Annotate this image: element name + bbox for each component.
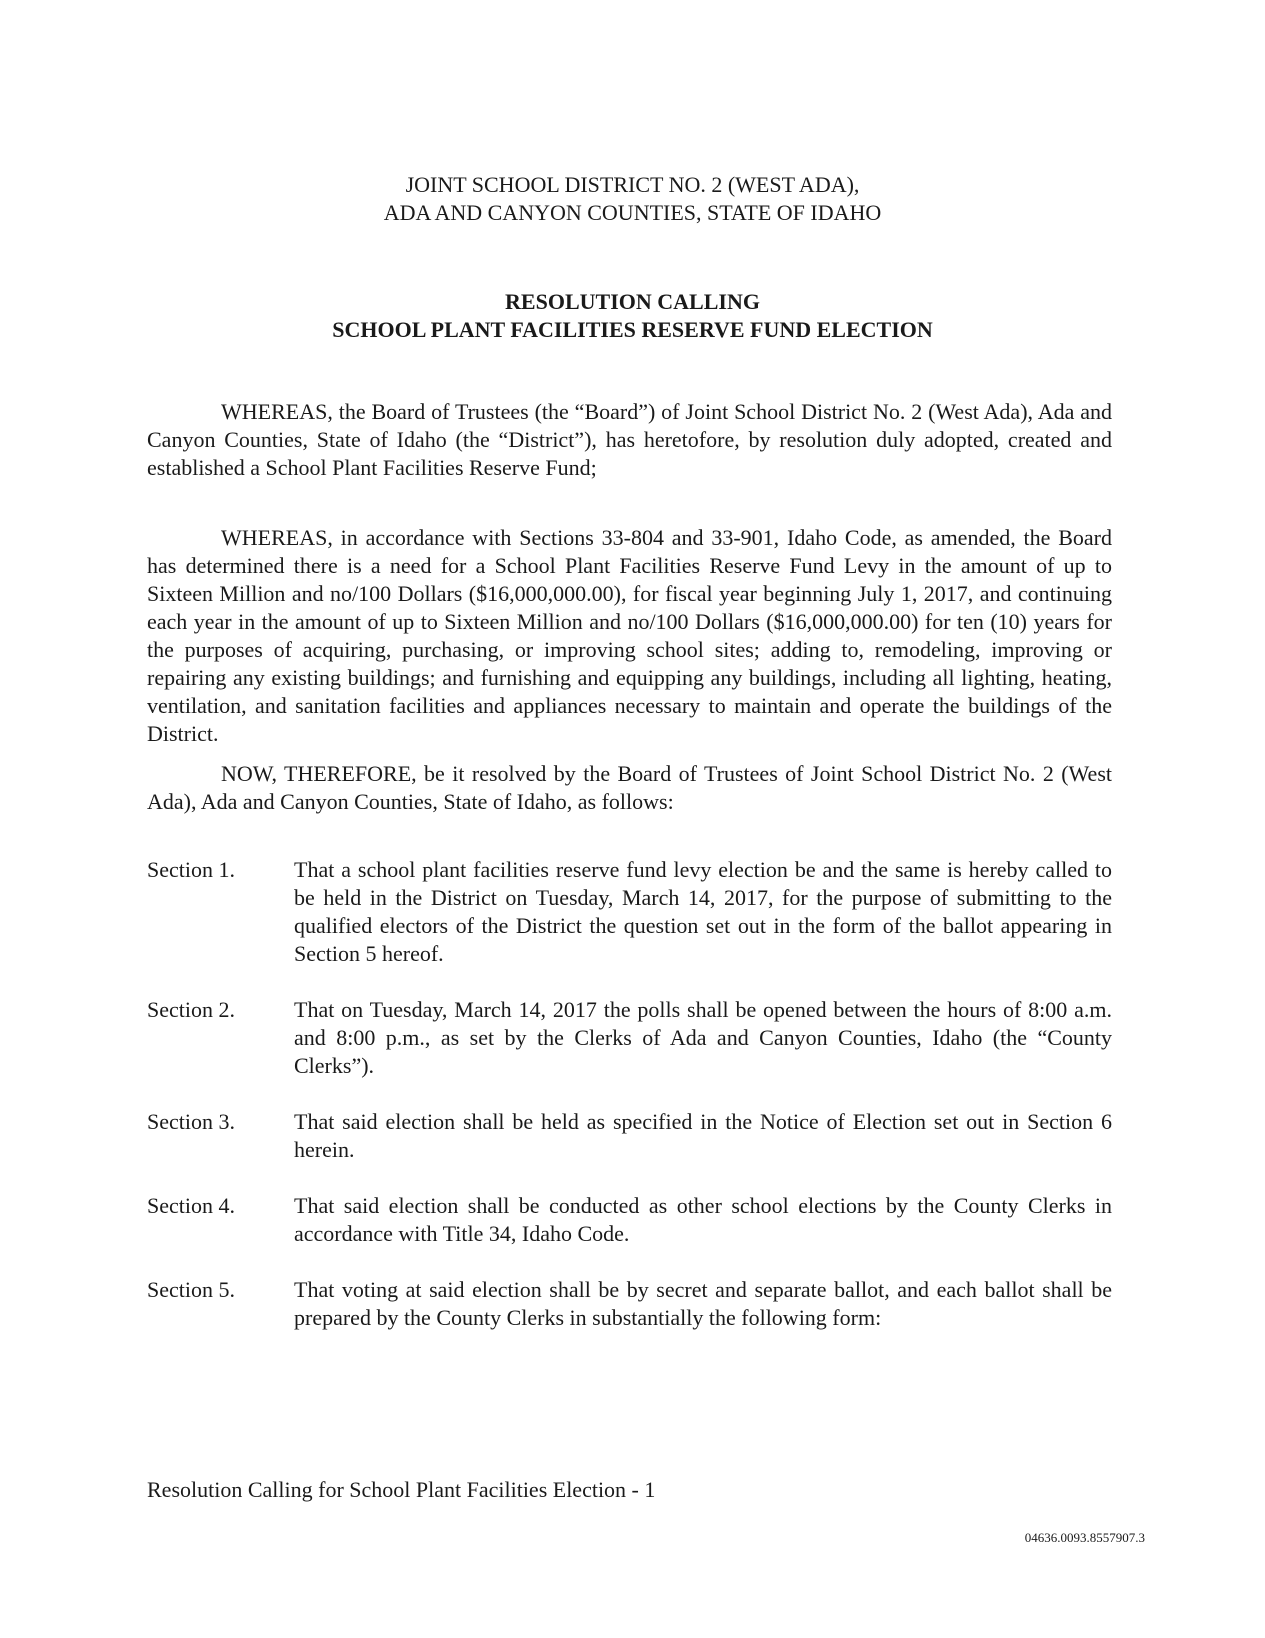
resolution-title-line-1: RESOLUTION CALLING (505, 289, 760, 314)
section-label: Section 2. (147, 997, 235, 1022)
section-label: Section 3. (147, 1109, 235, 1134)
section-4 (147, 1192, 1112, 1248)
page-footer-caption: Resolution Calling for School Plant Facilities Election - 1 (147, 1477, 656, 1502)
district-header-line-2: ADA AND CANYON COUNTIES, STATE OF IDAHO (383, 200, 882, 225)
section-text: That on Tuesday, March 14, 2017 the polls shall be opened between the hours of 8:00 a.m. and 8:00 p.m., as set by the Clerks of Ada and Canyon Counties, Idaho (the “County Clerks”). (294, 997, 1112, 1078)
resolution-title-line-2: SCHOOL PLANT FACILITIES RESERVE FUND ELECTION (332, 317, 933, 342)
section-text: That said election shall be held as specified in the Notice of Election set out in Section 6 herein. (294, 1109, 1112, 1162)
section-1 (147, 856, 1112, 968)
paragraph-text: WHEREAS, the Board of Trustees (the “Board”) of Joint School District No. 2 (West Ada), Ada and Canyon Counties, State of Idaho (the “District”), has heretofore, by resolution duly adopted, created and established a School Plant Facilities Reserve Fund; (147, 399, 1112, 480)
paragraph-text: NOW, THEREFORE, be it resolved by the Board of Trustees of Joint School District No. 2 (West Ada), Ada and Canyon Counties, State of Idaho, as follows: (147, 761, 1112, 814)
section-label: Section 5. (147, 1277, 235, 1302)
whereas-paragraph-1 (147, 398, 1112, 482)
resolution-title (0, 288, 1265, 344)
section-text: That a school plant facilities reserve fund levy election be and the same is hereby called to be held in the District on Tuesday, March 14, 2017, for the purpose of submitting to the qualified electors of the District the question set out in the form of the ballot appearing in Section 5 hereof. (294, 857, 1112, 966)
section-text: That voting at said election shall be by secret and separate ballot, and each ballot shall be prepared by the County Clerks in substantially the following form: (294, 1277, 1112, 1330)
document-id: 04636.0093.8557907.3 (1024, 1530, 1145, 1545)
section-text: That said election shall be conducted as other school elections by the County Clerks in accordance with Title 34, Idaho Code. (294, 1193, 1112, 1246)
section-2 (147, 996, 1112, 1080)
district-header (0, 171, 1265, 227)
paragraph-text: WHEREAS, in accordance with Sections 33-804 and 33-901, Idaho Code, as amended, the Board has determined there is a need for a School Plant Facilities Reserve Fund Levy in the amount of up to Sixteen Million and no/100 Dollars ($16,000,000.00), for fiscal year beginning July 1, 2017, and continuing each year in the amount of up to Sixteen Million and no/100 Dollars ($16,000,000.00) for ten (10) years for the purposes of acquiring, purchasing, or improving school sites; adding to, remodeling, improving or repairing any existing buildings; and furnishing and equipping any buildings, including all lighting, heating, ventilation, and sanitation facilities and appliances necessary to maintain and operate the buildings of the District. (147, 525, 1112, 746)
section-5 (147, 1276, 1112, 1332)
district-header-line-1: JOINT SCHOOL DISTRICT NO. 2 (WEST ADA), (405, 172, 860, 197)
section-label: Section 4. (147, 1193, 235, 1218)
whereas-paragraph-2 (147, 524, 1112, 748)
section-3 (147, 1108, 1112, 1164)
resolved-paragraph (147, 760, 1112, 816)
section-label: Section 1. (147, 857, 235, 882)
